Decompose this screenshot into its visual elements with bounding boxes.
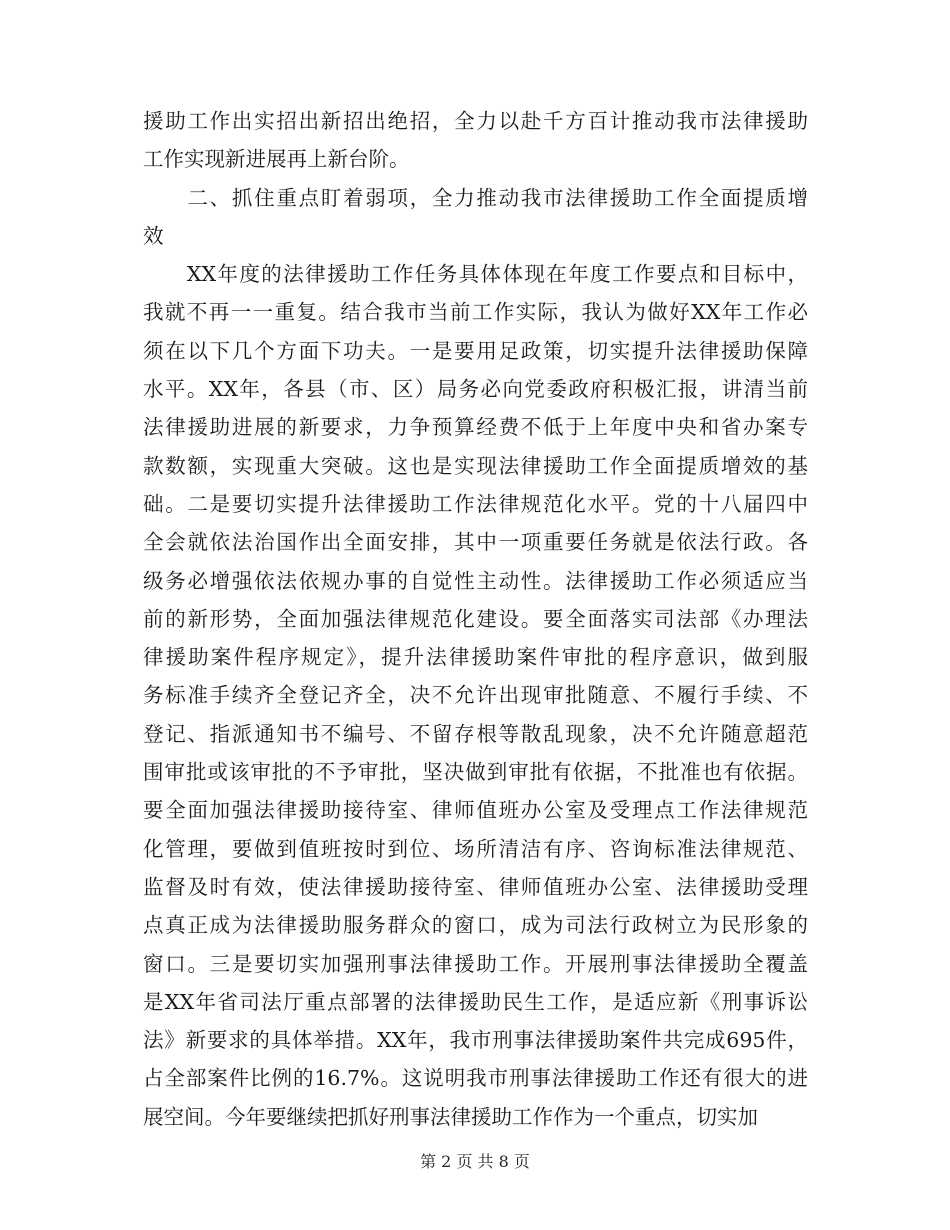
text-line: 展空间。今年要继续把抓好刑事法律援助工作作为一个重点，切实加 xyxy=(143,1104,758,1129)
text-line: 全会就依法治国作出全面安排，其中一项重要任务就是依法行政。各 xyxy=(143,530,808,555)
text-line: 级务必增强依法依规办事的自觉性主动性。法律援助工作必须适应当 xyxy=(143,568,808,593)
text-line: 二、抓住重点盯着弱项，全力推动我市法律援助工作全面提质增 xyxy=(143,185,808,210)
text-line: 围审批或该审批的不予审批，坚决做到审批有依据，不批准也有依据。 xyxy=(143,760,808,785)
text-line: 点真正成为法律援助服务群众的窗口，成为司法行政树立为民形象的 xyxy=(143,913,808,938)
text-line: XX年度的法律援助工作任务具体体现在年度工作要点和目标中， xyxy=(143,262,808,287)
text-line: 法律援助进展的新要求，力争预算经费不低于上年度中央和省办案专 xyxy=(143,415,808,440)
text-line: 水平。XX年，各县（市、区）局务必向党委政府积极汇报，讲清当前 xyxy=(143,377,808,402)
text-line: 窗口。三是要切实加强刑事法律援助工作。开展刑事法律援助全覆盖 xyxy=(143,951,808,976)
text-line: 律援助案件程序规定》，提升法律援助案件审批的程序意识，做到服 xyxy=(143,645,808,670)
page-footer: 第 2 页 共 8 页 xyxy=(420,1152,530,1171)
text-line: 须在以下几个方面下功夫。一是要用足政策，切实提升法律援助保障 xyxy=(143,338,808,363)
text-line: 监督及时有效，使法律援助接待室、律师值班办公室、法律援助受理 xyxy=(143,874,808,899)
text-line: 要全面加强法律援助接待室、律师值班办公室及受理点工作法律规范 xyxy=(143,798,808,823)
text-line: 款数额，实现重大突破。这也是实现法律援助工作全面提质增效的基 xyxy=(143,453,808,478)
text-line: 我就不再一一重复。结合我市当前工作实际，我认为做好XX年工作必 xyxy=(143,300,808,325)
text-line: 效 xyxy=(143,223,164,248)
text-line: 前的新形势，全面加强法律规范化建设。要全面落实司法部《办理法 xyxy=(143,606,808,631)
document-body xyxy=(143,102,808,1136)
text-line: 础。二是要切实提升法律援助工作法律规范化水平。党的十八届四中 xyxy=(143,491,808,516)
text-line: 是XX年省司法厅重点部署的法律援助民生工作，是适应新《刑事诉讼 xyxy=(143,989,808,1014)
text-line: 法》新要求的具体举措。XX年，我市刑事法律援助案件共完成695件， xyxy=(143,1028,808,1053)
text-line: 化管理，要做到值班按时到位、场所清洁有序、咨询标准法律规范、 xyxy=(143,836,808,861)
text-line: 务标准手续齐全登记齐全，决不允许出现审批随意、不履行手续、不 xyxy=(143,683,808,708)
text-line: 援助工作出实招出新招出绝招，全力以赴千方百计推动我市法律援助 xyxy=(143,109,808,133)
text-line: 占全部案件比例的16.7%。这说明我市刑事法律援助工作还有很大的进 xyxy=(143,1066,808,1091)
text-line: 工作实现新进展再上新台阶。 xyxy=(143,147,410,172)
text-line: 登记、指派通知书不编号、不留存根等散乱现象，决不允许随意超范 xyxy=(143,721,808,746)
